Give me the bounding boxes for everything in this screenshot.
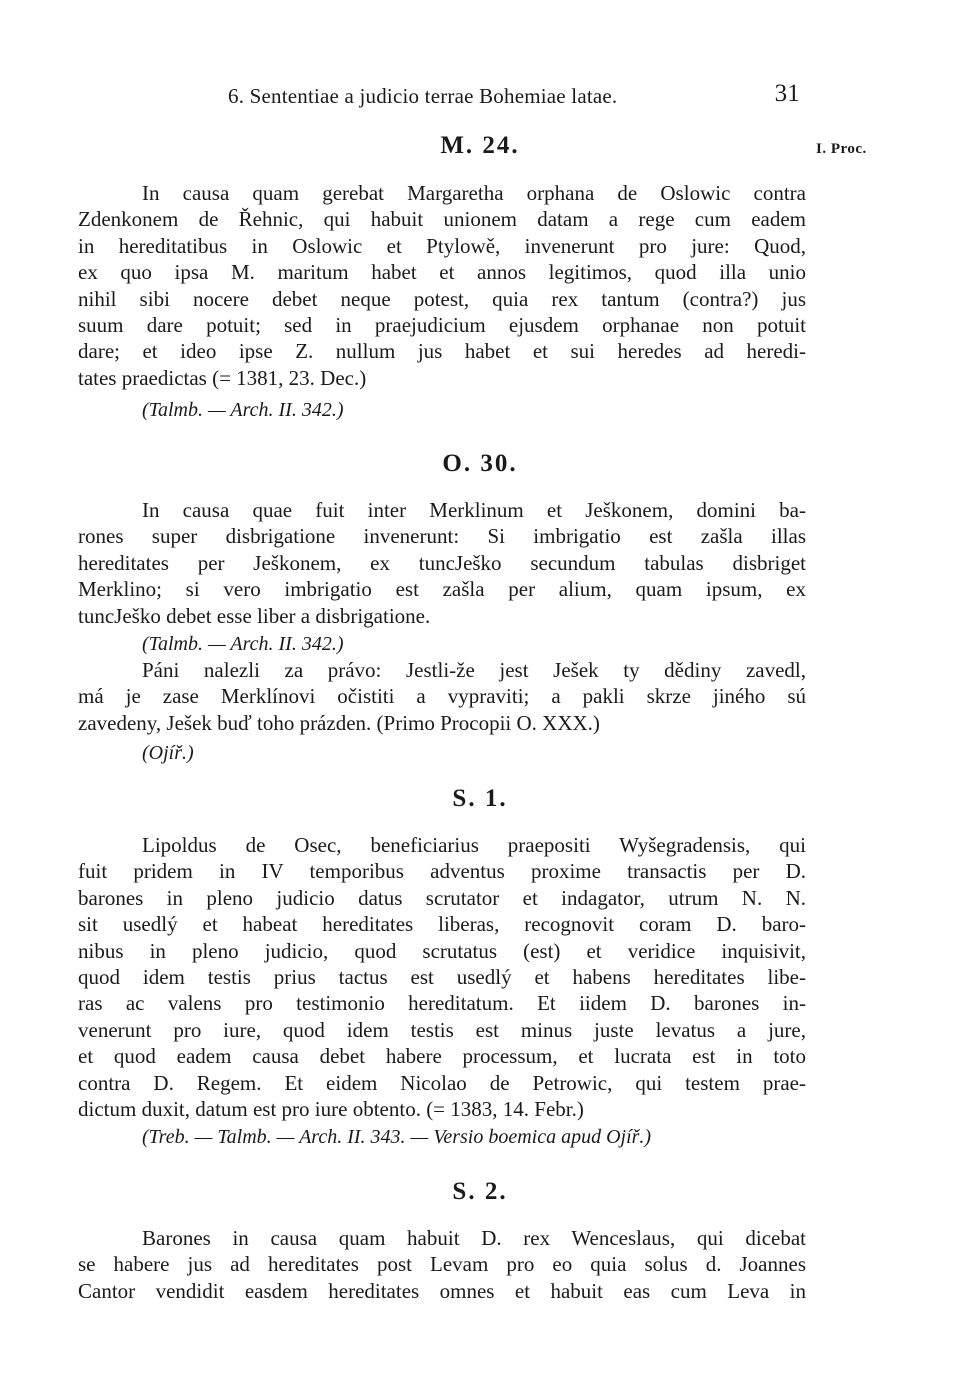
section-paragraph: [78, 497, 806, 629]
text-line: sit usedlý et habeat hereditates liberas, recognovit coram D. baro-: [78, 912, 806, 937]
section-paragraph: [78, 832, 806, 1122]
citation: (Treb. — Talmb. — Arch. II. 343. — Versio boemica apud Ojíř.): [142, 1126, 652, 1148]
text-line: ras ac valens pro testimonio hereditatum. Et iidem D. barones in-: [78, 991, 806, 1016]
text-line: dictum duxit, datum est pro iure obtento. (= 1383, 14. Febr.): [78, 1097, 584, 1122]
text-line: In causa quae fuit inter Merklinum et Ješkonem, domini ba-: [142, 498, 806, 522]
text-line: Lipoldus de Osec, beneficiarius praepositi Wyšegradensis, qui: [142, 833, 806, 857]
text-line: má je zase Merklínovi očistiti a vypraviti; a pakli skrze jiného sú: [78, 684, 806, 709]
text-line: tates praedictas (= 1381, 23. Dec.): [78, 365, 367, 390]
text-line: zavedeny, Ješek buď toho prázden. (Primo Procopii O. XXX.): [78, 710, 600, 735]
section-heading: M. 24.: [440, 132, 520, 159]
text-line: et quod eadem causa debet habere processum, et lucrata est in toto: [78, 1044, 806, 1069]
text-line: in hereditatibus in Oslowic et Ptylowě, invenerunt pro jure: Quod,: [78, 233, 806, 258]
citation: (Ojíř.): [142, 742, 194, 764]
text-line: barones in pleno judicio datus scrutator et indagator, utrum N. N.: [78, 885, 806, 910]
text-line: hereditates per Ješkonem, ex tuncJeško secundum tabulas disbriget: [78, 550, 806, 575]
text-line: In causa quam gerebat Margaretha orphana de Oslowic contra: [142, 181, 806, 205]
text-line: Cantor vendidit easdem hereditates omnes et habuit eas cum Leva in: [78, 1278, 806, 1303]
text-line: nibus in pleno judicio, quod scrutatus (est) et veridice inquisivit,: [78, 938, 806, 963]
running-title: 6. Sententiae a judicio terrae Bohemiae latae.: [228, 84, 618, 108]
section-heading: S. 2.: [452, 1178, 508, 1205]
text-line: Zdenkonem de Řehnic, qui habuit unionem datam a rege cum eadem: [78, 207, 806, 232]
page-number: 31: [774, 80, 800, 107]
text-line: Páni nalezli za právo: Jestli-že jest Ješek ty dědiny zavedl,: [142, 658, 806, 682]
text-line: ex quo ipsa M. maritum habet et annos legitimos, quod illa unio: [78, 260, 806, 285]
text-line: nihil sibi nocere debet neque potest, quia rex tantum (contra?) jus: [78, 286, 806, 311]
text-line: fuit pridem in IV temporibus adventus proxime transactis per D.: [78, 859, 806, 884]
text-line: contra D. Regem. Et eidem Nicolao de Petrowic, qui testem prae-: [78, 1070, 806, 1095]
section-paragraph: [78, 1225, 806, 1304]
text-line: Merklino; si vero imbrigatio est zašla per alium, quam ipsum, ex: [78, 577, 806, 602]
text-line: rones super disbrigatione invenerunt: Si imbrigatio est zašla illas: [78, 524, 806, 549]
margin-note: I. Proc.: [816, 141, 867, 157]
czech-paragraph: [78, 657, 806, 736]
text-line: venerunt pro iure, quod idem testis est minus juste levatus a jure,: [78, 1017, 806, 1042]
running-header: [228, 82, 808, 112]
text-line: se habere jus ad hereditates post Levam pro eo quia solus d. Joannes: [78, 1252, 806, 1277]
section-heading: S. 1.: [452, 785, 508, 812]
section-heading: O. 30.: [442, 450, 518, 477]
text-line: Barones in causa quam habuit D. rex Wenceslaus, qui dicebat: [142, 1226, 806, 1250]
citation: (Talmb. — Arch. II. 342.): [142, 633, 344, 655]
text-line: tuncJeško debet esse liber a disbrigatione.: [78, 603, 431, 628]
text-line: quod idem testis prius tactus est usedlý et habens hereditates libe-: [78, 965, 806, 990]
citation: (Talmb. — Arch. II. 342.): [142, 399, 344, 421]
text-line: suum dare potuit; sed in praejudicium ejusdem orphanae non potuit: [78, 313, 806, 338]
section-paragraph: [78, 180, 806, 391]
text-line: dare; et ideo ipse Z. nullum jus habet et sui heredes ad heredi-: [78, 339, 806, 364]
